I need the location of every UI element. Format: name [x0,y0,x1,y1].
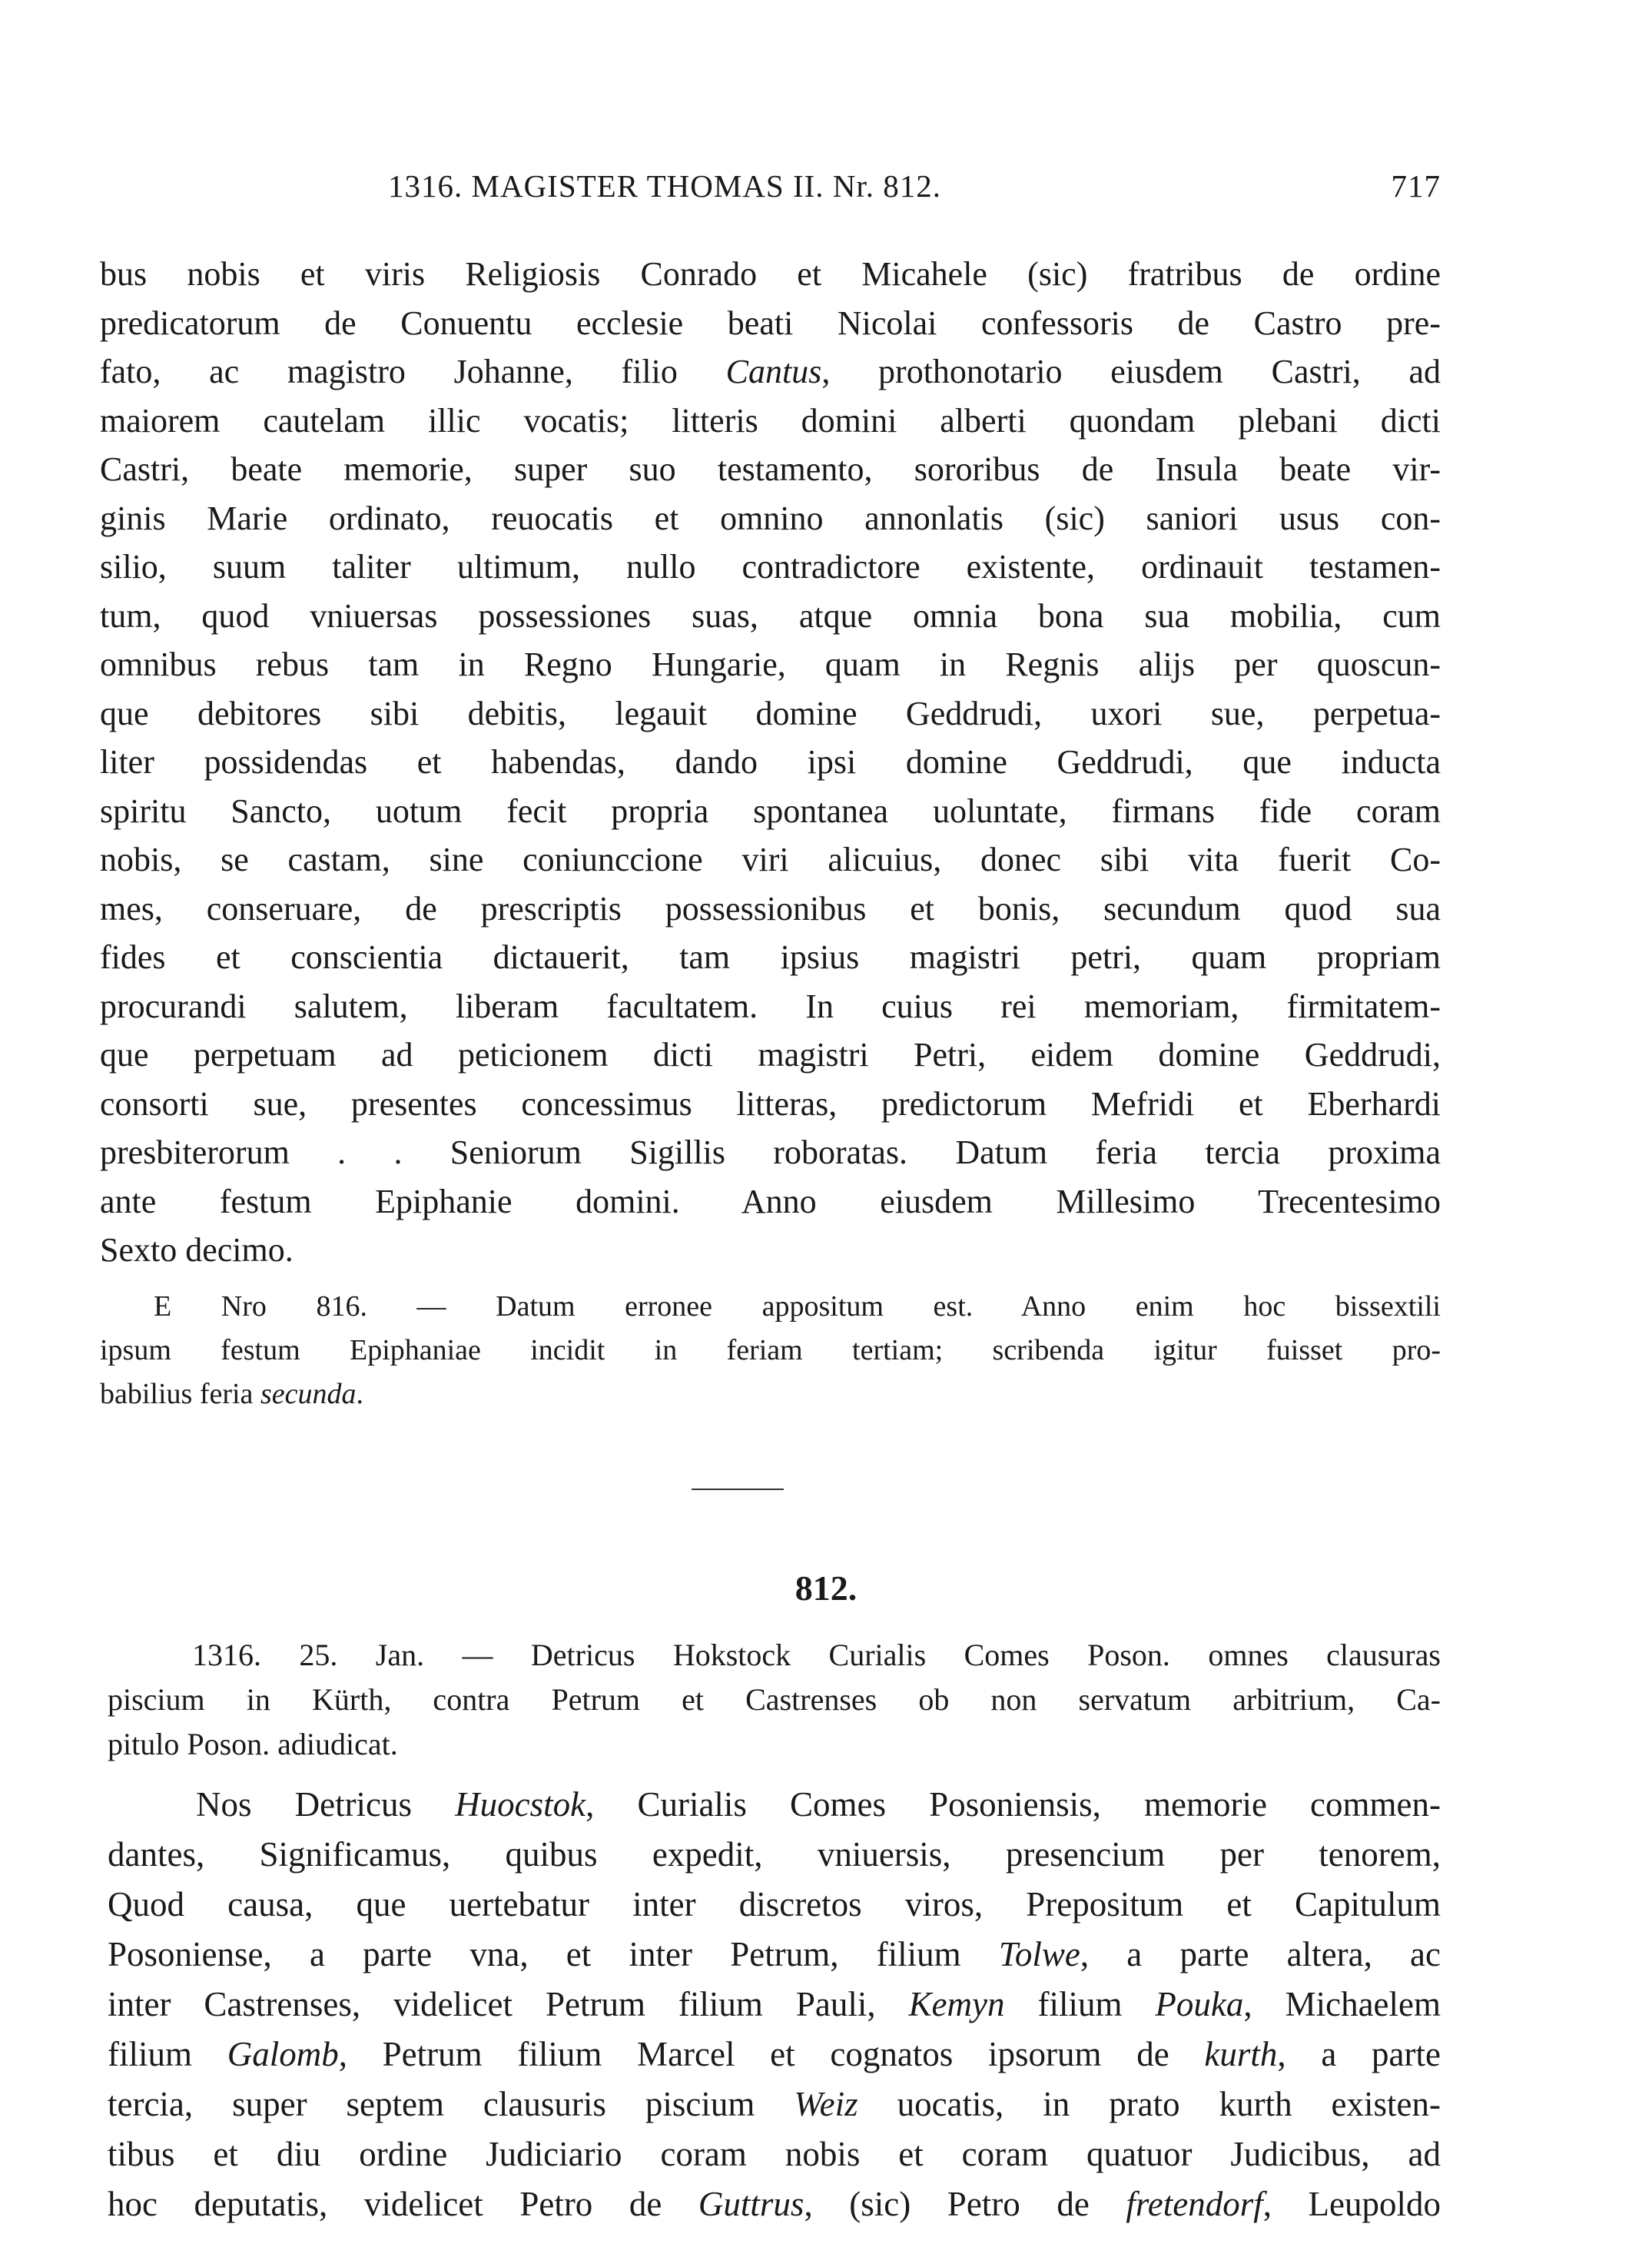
text-segment: filium [108,2035,227,2073]
text-segment: , (sic) Petro de [804,2185,1126,2223]
italic-term: Kemyn [908,1985,1005,2023]
italic-term: Guttrus [698,2185,804,2223]
note-line: E Nro 816. — Datum erronee appositum est. Anno enim hoc bissextili [154,1290,1441,1323]
text-line: maiorem cautelam illic vocatis; litteris domini alberti quondam plebani dicti [100,401,1441,440]
text-line: Quod causa, que uertebatur inter discretos viros, Prepositum et Capitulum [108,1885,1441,1923]
text-line: consorti sue, presentes concessimus litteras, predictorum Mefridi et Eberhardi [100,1084,1441,1123]
text-line: Castri, beate memorie, super suo testamento, sororibus de Insula beate vir- [100,450,1441,488]
text-segment: tercia, super septem clausuris piscium [108,2085,794,2123]
text-line: silio, suum taliter ultimum, nullo contradictore existente, ordinauit testamen- [100,548,1441,586]
text-line: bus nobis et viris Religiosis Conrado et Micahele (sic) fratribus de ordine [100,255,1441,293]
text-line: Sexto decimo. [100,1231,294,1269]
text-line: presbiterorum . . Seniorum Sigillis roboratas. Datum feria tercia proxima [100,1134,1441,1171]
text-line: dantes, Significamus, quibus expedit, vniuersis, presencium per tenorem, [108,1835,1441,1874]
summary-line: 1316. 25. Jan. — Detricus Hokstock Curialis Comes Poson. omnes clausuras [192,1638,1441,1672]
text-segment: , a parte [1277,2035,1441,2073]
text-line [108,2179,1441,2229]
text-line [108,1980,1441,2030]
text-line [108,2079,1441,2129]
text-line [100,347,1441,397]
text-line: spiritu Sancto, uotum fecit propria spontanea uoluntate, firmans fide coram [100,792,1441,830]
italic-term: Huocstok [455,1785,586,1824]
running-header [100,168,1441,214]
text-line [108,2030,1441,2079]
page-number: 717 [1391,168,1441,204]
document-summary [108,1633,1441,1767]
text-line: procurandi salutem, liberam facultatem. In cuius rei memoriam, firmitatem- [100,987,1441,1025]
text-line: que debitores sibi debitis, legauit domine Geddrudi, uxori sue, perpetua- [100,694,1441,732]
text-segment: hoc deputatis, videlicet Petro de [108,2185,698,2223]
text-segment: uocatis, in prato kurth existen- [858,2085,1441,2123]
document-text [108,1780,1441,2229]
text-segment: , prothonotario eiusdem Castri, ad [821,353,1441,390]
text-segment: fato, ac magistro Johanne, filio [100,353,726,390]
text-line: omnibus rebus tam in Regno Hungarie, quam in Regnis alijs per quoscun- [100,646,1441,683]
text-segment: , a parte altera, ac [1080,1935,1441,1973]
document-number: 812. [794,1568,858,1608]
text-line: predicatorum de Conuentu ecclesie beati Nicolai confessoris de Castro pre- [100,304,1441,342]
italic-term: Tolwe [998,1935,1080,1973]
text-segment: , Michaelem [1243,1985,1441,2023]
section-divider [692,1489,784,1490]
text-line: ginis Marie ordinato, reuocatis et omnino annonlatis (sic) saniori usus con- [100,499,1441,537]
text-segment: Nos Detricus [196,1785,456,1824]
text-segment: inter Castrenses, videlicet Petrum filium Pauli, [108,1985,909,2023]
text-segment: , Curialis Comes Posoniensis, memorie commen- [585,1785,1441,1824]
text-segment: Posoniense, a parte vna, et inter Petrum, filium [108,1935,999,1973]
text-segment: , Petrum filium Marcel et cognatos ipsorum de [338,2035,1205,2073]
text-line: ante festum Epiphanie domini. Anno eiusdem Millesimo Trecentesimo [100,1182,1441,1220]
text-line: tum, quod vniuersas possessiones suas, atque omnia bona sua mobilia, cum [100,596,1441,635]
text-line: que perpetuam ad peticionem dicti magistri Petri, eidem domine Geddrudi, [100,1036,1441,1074]
summary-line: piscium in Kürth, contra Petrum et Castrenses ob non servatum arbitrium, Ca- [108,1682,1441,1717]
italic-term: secunda [260,1378,357,1410]
text-line: tibus et diu ordine Judiciario coram nobis et coram quatuor Judicibus, ad [108,2135,1441,2173]
note-line [100,1372,1441,1416]
editorial-note [100,1285,1441,1416]
header-title: 1316. MAGISTER THOMAS II. Nr. 812. [388,168,942,204]
text-line: fides et conscientia dictauerit, tam ipsius magistri petri, quam propriam [100,938,1441,976]
summary-line: pitulo Poson. adiudicat. [108,1727,398,1761]
italic-term: Weiz [794,2085,858,2123]
text-line [108,1780,1441,1830]
text-line: nobis, se castam, sine coniunccione viri alicuius, donec sibi vita fuerit Co- [100,841,1441,878]
text-segment: , Leupoldo [1262,2185,1441,2223]
italic-term: fretendorf [1126,2185,1263,2223]
text-line [108,1930,1441,1980]
italic-term: Galomb [227,2035,339,2073]
text-line: mes, conseruare, de prescriptis possessionibus et bonis, secundum quod sua [100,889,1441,928]
note-line: ipsum festum Epiphaniae incidit in feriam tertiam; scribenda igitur fuisset pro- [100,1334,1441,1366]
italic-term: kurth [1204,2035,1278,2073]
text-segment: filium [1004,1985,1156,2023]
italic-term: Cantus [725,353,822,390]
text-segment: . [356,1378,363,1410]
text-segment: babilius feria [100,1378,260,1410]
main-text [100,250,1441,1275]
italic-term: Pouka [1155,1985,1244,2023]
text-line: liter possidendas et habendas, dando ipsi domine Geddrudi, que inducta [100,743,1441,781]
